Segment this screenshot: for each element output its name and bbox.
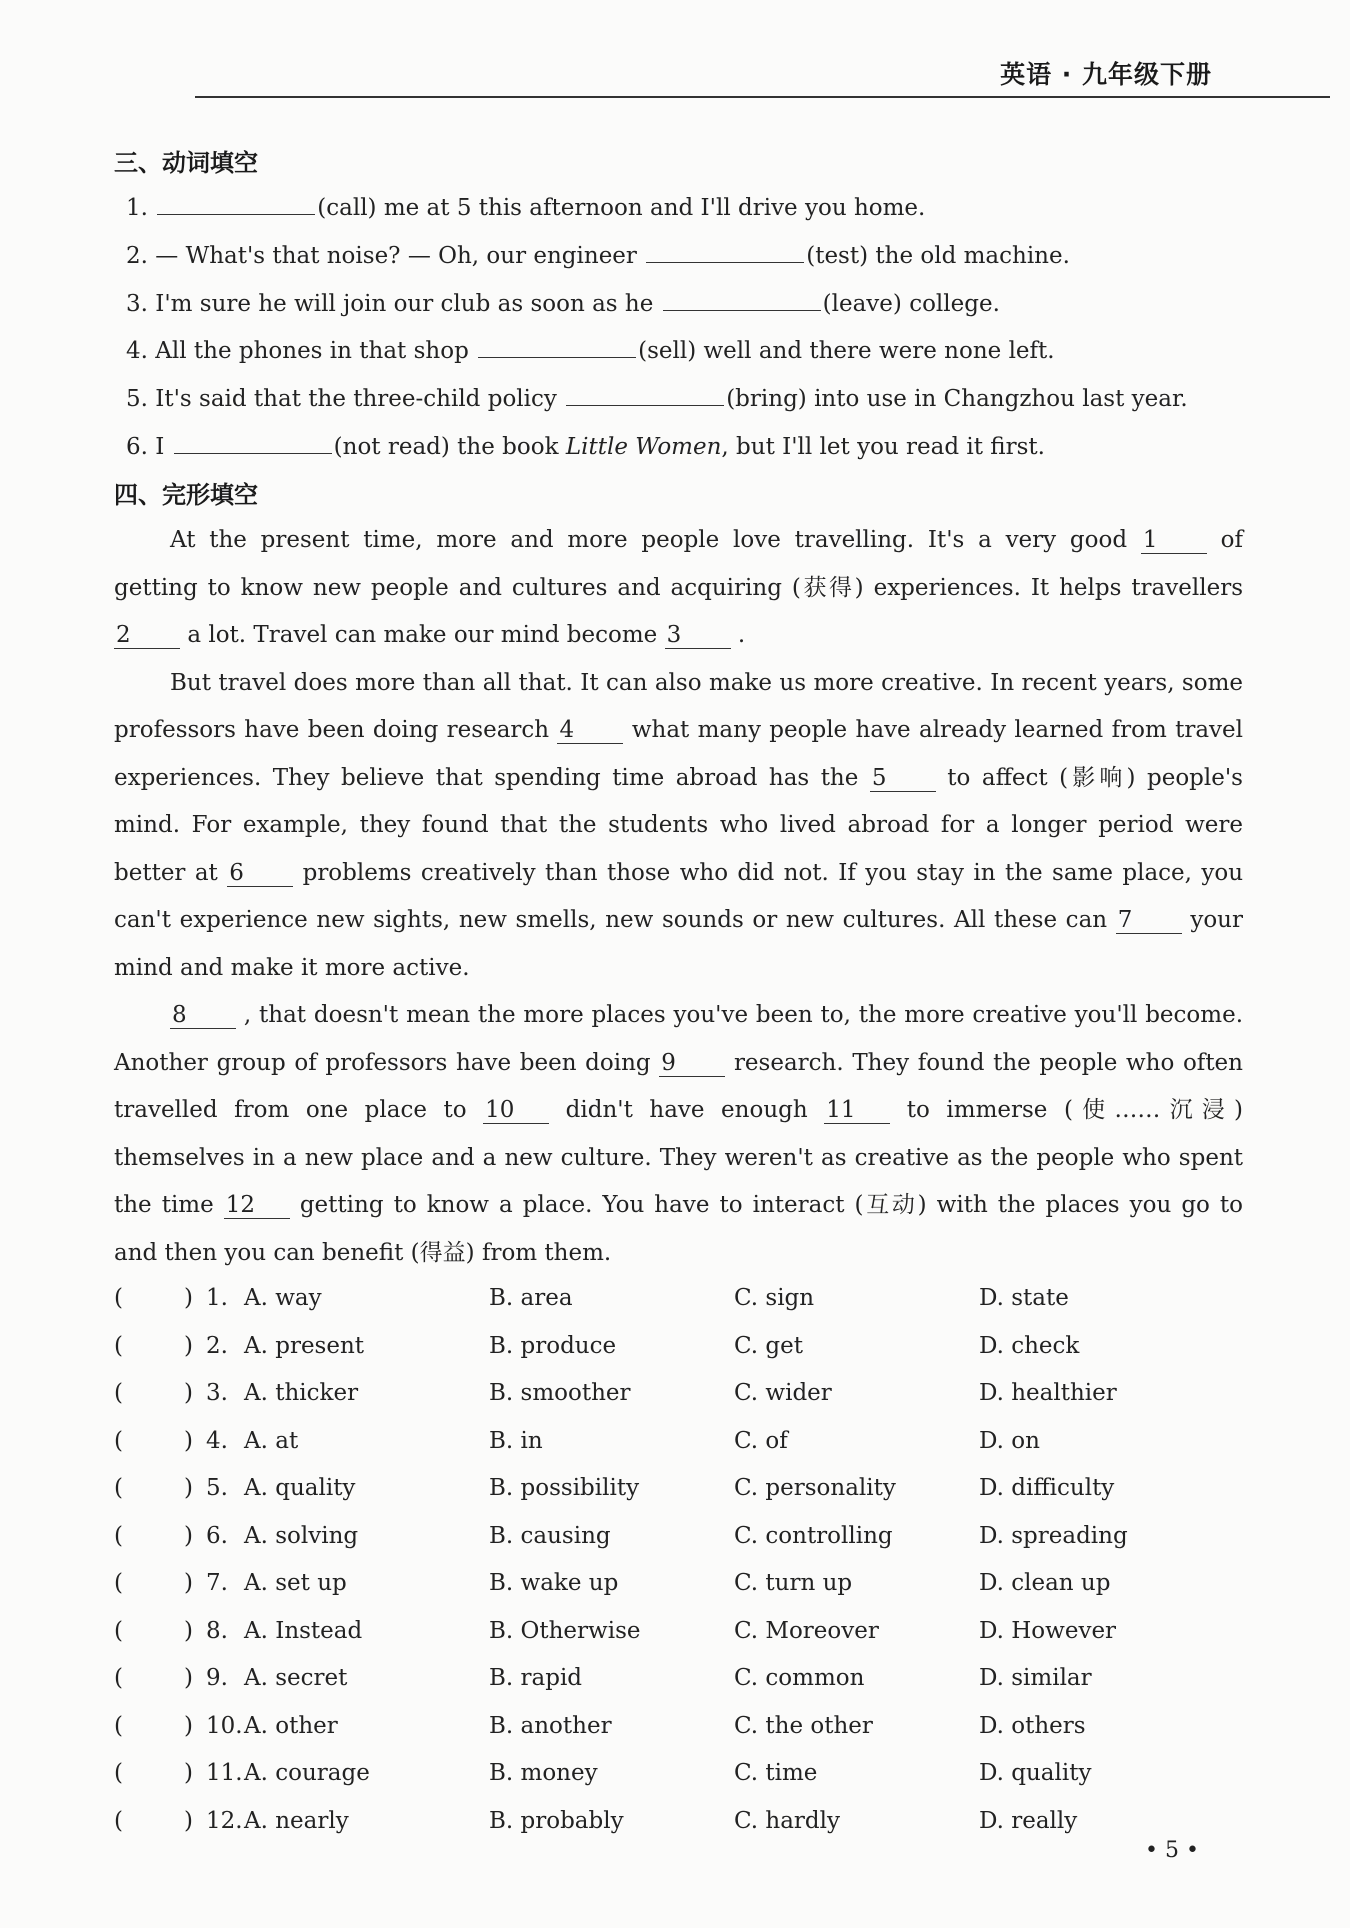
option-b[interactable]: B. Otherwise: [489, 1618, 641, 1644]
option-a[interactable]: A. way: [244, 1285, 322, 1311]
passage-line: [114, 612, 1243, 659]
option-a[interactable]: A. courage: [244, 1760, 370, 1786]
passage-text: what many people have already learned from travel: [631, 717, 1244, 743]
passage-text: At the present time, more and more people love travelling. It's a very good: [170, 527, 1128, 553]
cloze-blank[interactable]: 11: [824, 1097, 890, 1124]
option-d[interactable]: D. check: [979, 1333, 1080, 1359]
item-text: , but I'll let you read it first.: [721, 434, 1045, 460]
passage-text: getting to know new people and cultures and acquiring (获得) experiences. It helps travellers: [114, 575, 1243, 601]
section-3-title: 三、动词填空: [114, 149, 258, 177]
cloze-blank[interactable]: 12: [224, 1192, 290, 1219]
answer-blank[interactable]: [174, 429, 332, 454]
option-c[interactable]: C. of: [734, 1428, 788, 1454]
option-c[interactable]: C. controlling: [734, 1523, 893, 1549]
answer-paren-open[interactable]: (: [114, 1285, 123, 1311]
passage-line: [114, 1230, 1243, 1277]
answer-paren-open[interactable]: (: [114, 1428, 123, 1454]
passage-text: themselves in a new place and a new culture. They weren't as creative as the people who spent: [114, 1145, 1243, 1171]
option-a[interactable]: A. other: [244, 1713, 338, 1739]
passage-text: and then you can benefit (得益) from them.: [114, 1240, 612, 1266]
verb-fill-item: [126, 429, 1045, 462]
passage-text: can't experience new sights, new smells, new sounds or new cultures. All these can: [114, 907, 1108, 933]
answer-paren-close: ): [184, 1760, 193, 1786]
option-b[interactable]: B. smoother: [489, 1380, 631, 1406]
passage-text: travelled from one place to: [114, 1097, 467, 1123]
option-a[interactable]: A. quality: [244, 1475, 356, 1501]
passage-text: a lot. Travel can make our mind become: [187, 622, 658, 648]
passage-text: .: [737, 622, 746, 648]
option-b[interactable]: B. wake up: [489, 1570, 619, 1596]
question-number: 5.: [206, 1475, 228, 1501]
answer-blank[interactable]: [157, 190, 315, 215]
passage-line: [114, 802, 1243, 849]
cloze-blank[interactable]: 3: [665, 622, 731, 649]
option-b[interactable]: B. possibility: [489, 1475, 640, 1501]
option-a[interactable]: A. at: [244, 1428, 299, 1454]
passage-line: [114, 755, 1243, 802]
item-text: — What's that noise? — Oh, our engineer: [155, 243, 645, 269]
passage-line: [170, 660, 1243, 707]
option-a[interactable]: A. present: [244, 1333, 365, 1359]
answer-paren-open[interactable]: (: [114, 1808, 123, 1834]
item-text: It's said that the three-child policy: [155, 386, 565, 412]
verb-fill-item: [126, 333, 1055, 366]
option-d[interactable]: D. really: [979, 1808, 1078, 1834]
option-b[interactable]: B. in: [489, 1428, 543, 1454]
option-a[interactable]: A. nearly: [244, 1808, 349, 1834]
page-number: • 5 •: [1145, 1838, 1199, 1863]
cloze-blank[interactable]: 5: [870, 765, 936, 792]
answer-paren-open[interactable]: (: [114, 1380, 123, 1406]
cloze-blank[interactable]: 6: [227, 860, 293, 887]
item-number: 1.: [126, 195, 156, 221]
question-number: 12.: [206, 1808, 243, 1834]
item-number: 6.: [126, 434, 156, 460]
option-c[interactable]: C. get: [734, 1333, 803, 1359]
passage-line: [114, 565, 1243, 612]
passage-line: [114, 897, 1243, 944]
option-d[interactable]: D. quality: [979, 1760, 1092, 1786]
answer-paren-close: ): [184, 1285, 193, 1311]
passage-text: to immerse (使……沉浸): [906, 1097, 1244, 1123]
item-text: (leave) college.: [822, 291, 1000, 317]
item-text: (call) me at 5 this afternoon and I'll drive you home.: [317, 195, 926, 221]
passage-text: mind. For example, they found that the students who lived abroad for a longer period were: [114, 812, 1243, 838]
answer-paren-close: ): [184, 1475, 193, 1501]
passage-text: problems creatively than those who did not. If you stay in the same place, you: [302, 860, 1244, 886]
option-c[interactable]: C. sign: [734, 1285, 815, 1311]
option-c[interactable]: C. time: [734, 1760, 818, 1786]
cloze-blank[interactable]: 1: [1141, 527, 1207, 554]
option-d[interactable]: D. healthier: [979, 1380, 1117, 1406]
item-text: (not read) the book: [333, 434, 559, 460]
option-d[interactable]: D. others: [979, 1713, 1086, 1739]
option-a[interactable]: A. set up: [244, 1570, 347, 1596]
passage-text: the time: [114, 1192, 214, 1218]
item-text: I'm sure he will join our club as soon as he: [155, 291, 661, 317]
option-d[interactable]: D. on: [979, 1428, 1040, 1454]
answer-paren-close: ): [184, 1380, 193, 1406]
answer-paren-close: ): [184, 1713, 193, 1739]
passage-text: your: [1190, 907, 1243, 933]
option-d[interactable]: D. similar: [979, 1665, 1092, 1691]
answer-paren-open[interactable]: (: [114, 1475, 123, 1501]
option-d[interactable]: D. spreading: [979, 1523, 1128, 1549]
option-a[interactable]: A. Instead: [244, 1618, 363, 1644]
cloze-blank[interactable]: 4: [557, 717, 623, 744]
passage-text: mind and make it more active.: [114, 955, 470, 981]
option-c[interactable]: C. wider: [734, 1380, 832, 1406]
item-number: 2.: [126, 243, 156, 269]
passage-text: to affect (影响) people's: [947, 765, 1243, 791]
answer-paren-open[interactable]: (: [114, 1333, 123, 1359]
verb-fill-item: [126, 238, 1070, 271]
option-c[interactable]: C. hardly: [734, 1808, 840, 1834]
option-b[interactable]: B. probably: [489, 1808, 624, 1834]
item-number: 4.: [126, 338, 156, 364]
passage-line: [114, 1182, 1243, 1229]
option-b[interactable]: B. causing: [489, 1523, 611, 1549]
answer-blank[interactable]: [478, 333, 636, 358]
option-b[interactable]: B. produce: [489, 1333, 617, 1359]
passage-line: [114, 850, 1243, 897]
option-d[interactable]: D. state: [979, 1285, 1069, 1311]
answer-blank[interactable]: [663, 286, 821, 311]
cloze-blank[interactable]: 9: [659, 1050, 725, 1077]
answer-paren-open[interactable]: (: [114, 1760, 123, 1786]
item-text: I: [155, 434, 172, 460]
question-number: 9.: [206, 1665, 228, 1691]
question-number: 11.: [206, 1760, 243, 1786]
option-c[interactable]: C. the other: [734, 1713, 873, 1739]
option-a[interactable]: A. solving: [244, 1523, 359, 1549]
option-d[interactable]: D. difficulty: [979, 1475, 1115, 1501]
answer-paren-close: ): [184, 1808, 193, 1834]
passage-text: professors have been doing research: [114, 717, 550, 743]
option-a[interactable]: A. thicker: [244, 1380, 359, 1406]
passage-line: [114, 1087, 1243, 1134]
passage-line: [114, 707, 1243, 754]
answer-paren-close: ): [184, 1523, 193, 1549]
question-number: 6.: [206, 1523, 228, 1549]
item-text: All the phones in that shop: [155, 338, 477, 364]
question-number: 3.: [206, 1380, 228, 1406]
passage-line: [114, 945, 1243, 992]
question-number: 7.: [206, 1570, 228, 1596]
answer-paren-open[interactable]: (: [114, 1665, 123, 1691]
book-title: Little Women: [565, 434, 722, 460]
passage-text: Another group of professors have been doing: [114, 1050, 651, 1076]
option-b[interactable]: B. another: [489, 1713, 612, 1739]
cloze-blank[interactable]: 2: [114, 622, 180, 649]
passage-line: [114, 1040, 1243, 1087]
question-number: 10.: [206, 1713, 243, 1739]
answer-paren-open[interactable]: (: [114, 1570, 123, 1596]
answer-paren-close: ): [184, 1570, 193, 1596]
item-text: (sell) well and there were none left.: [638, 338, 1055, 364]
answer-paren-open[interactable]: (: [114, 1713, 123, 1739]
passage-text: But travel does more than all that. It can also make us more creative. In recent years, some: [170, 670, 1243, 696]
passage-text: didn't have enough: [565, 1097, 808, 1123]
item-text: (test) the old machine.: [806, 243, 1070, 269]
option-b[interactable]: B. money: [489, 1760, 598, 1786]
cloze-blank[interactable]: 7: [1116, 907, 1182, 934]
verb-fill-item: [126, 381, 1188, 414]
cloze-blank[interactable]: 10: [483, 1097, 549, 1124]
question-number: 8.: [206, 1618, 228, 1644]
answer-paren-close: ): [184, 1618, 193, 1644]
passage-text: better at: [114, 860, 218, 886]
option-c[interactable]: C. turn up: [734, 1570, 853, 1596]
question-number: 4.: [206, 1428, 228, 1454]
question-number: 2.: [206, 1333, 228, 1359]
answer-paren-close: ): [184, 1428, 193, 1454]
option-c[interactable]: C. common: [734, 1665, 865, 1691]
answer-paren-close: ): [184, 1665, 193, 1691]
question-number: 1.: [206, 1285, 228, 1311]
item-text: (bring) into use in Changzhou last year.: [726, 386, 1188, 412]
section-4-title: 四、完形填空: [114, 481, 258, 509]
passage-line: [170, 992, 1243, 1039]
passage-text: experiences. They believe that spending time abroad has the: [114, 765, 859, 791]
option-c[interactable]: C. Moreover: [734, 1618, 879, 1644]
item-number: 5.: [126, 386, 156, 412]
option-d[interactable]: D. However: [979, 1618, 1117, 1644]
verb-fill-item: [126, 286, 1000, 319]
verb-fill-item: [126, 190, 925, 223]
option-b[interactable]: B. rapid: [489, 1665, 583, 1691]
answer-paren-open[interactable]: (: [114, 1618, 123, 1644]
passage-line: [170, 517, 1243, 564]
cloze-blank[interactable]: 8: [170, 1002, 236, 1029]
option-a[interactable]: A. secret: [244, 1665, 348, 1691]
option-c[interactable]: C. personality: [734, 1475, 896, 1501]
passage-text: research. They found the people who often: [733, 1050, 1243, 1076]
book-header-title: 英语 · 九年级下册: [1000, 60, 1212, 89]
option-b[interactable]: B. area: [489, 1285, 573, 1311]
header-rule: [195, 96, 1330, 98]
item-number: 3.: [126, 291, 156, 317]
passage-line: [114, 1135, 1243, 1182]
passage-text: getting to know a place. You have to interact (互动) with the places you go to: [299, 1192, 1244, 1218]
passage-text: of: [1220, 527, 1244, 553]
answer-paren-close: ): [184, 1333, 193, 1359]
answer-paren-open[interactable]: (: [114, 1523, 123, 1549]
answer-blank[interactable]: [646, 238, 804, 263]
option-d[interactable]: D. clean up: [979, 1570, 1111, 1596]
passage-text: , that doesn't mean the more places you've been to, the more creative you'll become.: [243, 1002, 1244, 1028]
answer-blank[interactable]: [566, 381, 724, 406]
